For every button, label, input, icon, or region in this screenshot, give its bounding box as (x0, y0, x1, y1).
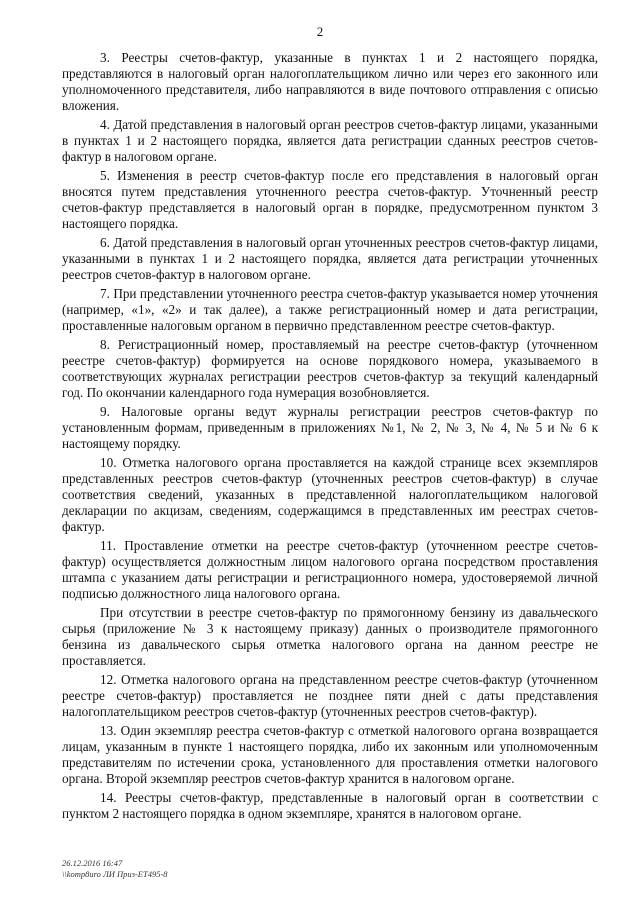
paragraph-11-note: При отсутствии в реестре счетов-фактур по прямогонному бензину из давальческого сырья (приложение № 3 к настоящему приказу) данных о производителе прямогонного бензина из давальческого сырья отметка налогового органа на данном реестре не проставляется. (62, 605, 598, 668)
paragraph-9: 9. Налоговые органы ведут журналы регистрации реестров счетов-фактур по установленным формам, приведенным в приложениях №1, № 2, № 3, № 4, № 5 и № 6 к настоящему порядку. (62, 404, 598, 451)
document-body (62, 50, 598, 825)
footer-file-path: \\komp8uro ЛИ Приз-ЕТ495-8 (62, 869, 168, 879)
paragraph-8: 8. Регистрационный номер, проставляемый на реестре счетов-фактур (уточненном реестре счетов-фактур) формируется на основе порядкового номера, указываемого в соответствующих журналах регистрации реестров счетов-фактур за текущий календарный год. По окончании календарного года нумерация возобновляется. (62, 337, 598, 400)
paragraph-4: 4. Датой представления в налоговый орган реестров счетов-фактур лицами, указанными в пунктах 1 и 2 настоящего порядка, является дата регистрации сданных реестров счетов-фактур в налоговом органе. (62, 117, 598, 164)
paragraph-7: 7. При представлении уточненного реестра счетов-фактур указывается номер уточнения (например, «1», «2» и так далее), а также регистрационный номер и дата регистрации, проставленные налоговым органом в первично представленном реестре счетов-фактур. (62, 286, 598, 333)
page-number: 2 (316, 24, 324, 39)
paragraph-5: 5. Изменения в реестр счетов-фактур после его представления в налоговый орган вносятся путем представления уточненного реестра счетов-фактур. Уточненный реестр счетов-фактур представляется в налоговый орган в порядке, предусмотренном пунктом 3 настоящего порядка. (62, 168, 598, 231)
paragraph-12: 12. Отметка налогового органа на представленном реестре счетов-фактур (уточненном реестре счетов-фактур) проставляется не позднее пяти дней с даты представления налогоплательщиком реестров счетов-фактур (уточненных реестров счетов-фактур). (62, 672, 598, 719)
paragraph-6: 6. Датой представления в налоговый орган уточненных реестров счетов-фактур лицами, указанными в пунктах 1 и 2 настоящего порядка, является дата регистрации уточненных реестров счетов-фактур в налоговом органе. (62, 235, 598, 282)
footer-timestamp: 26.12.2016 16:47 (62, 858, 123, 868)
footer-stamp (62, 858, 168, 880)
paragraph-11: 11. Проставление отметки на реестре счетов-фактур (уточненном реестре счетов-фактур) осуществляется должностным лицом налогового органа посредством проставления штампа с указанием даты регистрации и регистрационного номера, удостоверяемой личной подписью должностного лица налогового органа. (62, 538, 598, 601)
paragraph-10: 10. Отметка налогового органа проставляется на каждой странице всех экземпляров представленных реестров счетов-фактур (уточненных реестров счетов-фактур) в случае соответствия сведений, указанных в представленной налогоплательщиком налоговой декларации по акцизам, сведениям, содержащимся в представленных им реестрах счетов-фактур. (62, 455, 598, 534)
paragraph-3: 3. Реестры счетов-фактур, указанные в пунктах 1 и 2 настоящего порядка, представляются в налоговый орган налогоплательщиком лично или через его законного или уполномоченного представителя, либо направляются в виде почтового отправления с описью вложения. (62, 50, 598, 113)
paragraph-14: 14. Реестры счетов-фактур, представленные в налоговый орган в соответствии с пунктом 2 настоящего порядка в одном экземпляре, хранятся в налоговом органе. (62, 790, 598, 821)
paragraph-13: 13. Один экземпляр реестра счетов-фактур с отметкой налогового органа возвращается лицам, указанным в пункте 1 настоящего порядка, либо их законным или уполномоченным представителям по истечении срока, установленного для проставления отметки налогового органа. Второй экземпляр реестров счетов-фактур хранится в налоговом органе. (62, 723, 598, 786)
